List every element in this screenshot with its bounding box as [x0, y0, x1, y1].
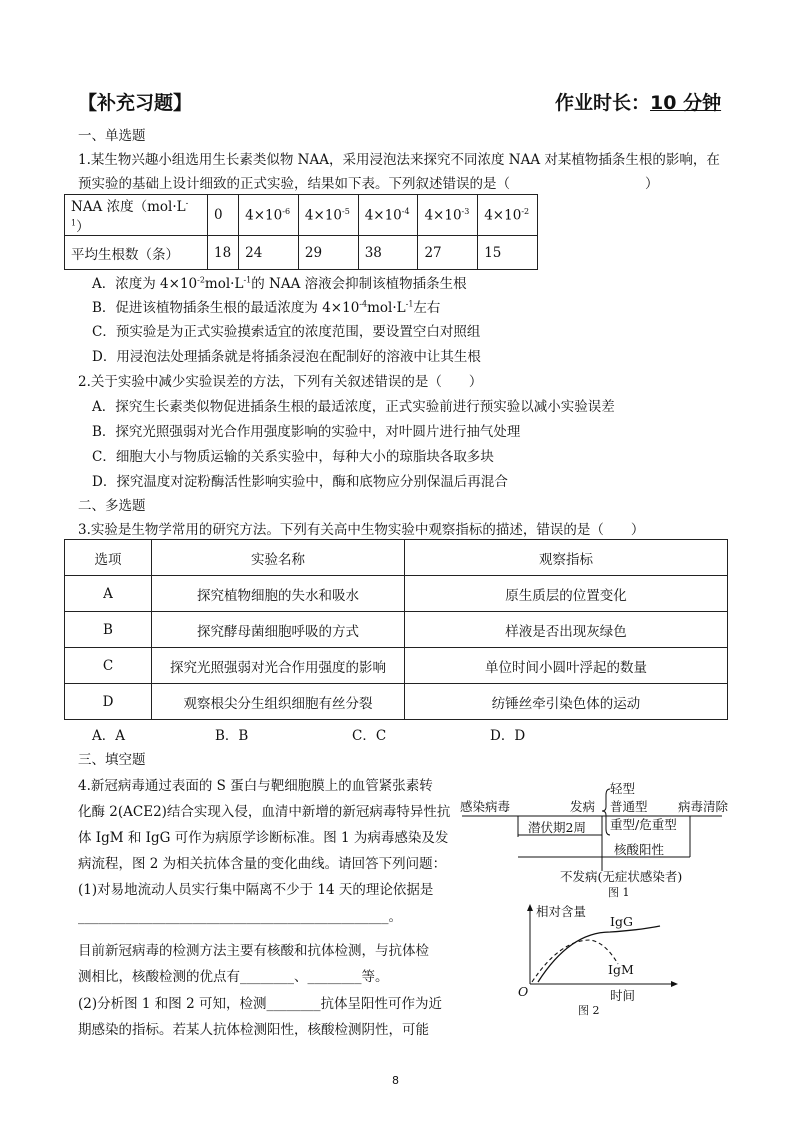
- fig1-no-onset: 不发病(无症状感染者): [560, 869, 683, 884]
- table-cell: $4\times 10^{-5}$: [298, 195, 358, 236]
- table-cell: 24: [239, 236, 299, 270]
- fig1-infect: 感染病毒: [460, 799, 511, 814]
- page-number: 8: [392, 1074, 399, 1087]
- table-cell: 单位时间小圆叶浮起的数量: [405, 648, 728, 684]
- q1-option-b: B．促进该植物插条生根的最适浓度为 $4\times 10^{-4}mol\cdot L^{-1}$左右: [92, 299, 441, 316]
- fig1-latency: 潜伏期2周: [528, 820, 586, 835]
- table-cell: 15: [478, 236, 538, 270]
- table-row: [65, 576, 728, 612]
- fig2-igm-label: IgM: [608, 962, 634, 977]
- table-cell: B: [65, 612, 152, 648]
- q2-stem: 2.关于实验中减少实验误差的方法，下列有关叙述错误的是（ ）: [78, 374, 483, 390]
- page-title: 【补充习题】: [78, 92, 193, 114]
- table-cell: 0: [208, 195, 239, 236]
- q4-line: 化酶 2(ACE2)结合实现入侵，血清中新增的新冠病毒特异性抗: [78, 804, 451, 820]
- table-cell: A: [65, 576, 152, 612]
- table-cell: $4\times 10^{-6}$: [239, 195, 299, 236]
- fig1-nucleic: 核酸阳性: [614, 842, 665, 857]
- duration-value: 10 分钟: [650, 92, 722, 114]
- table-row: [65, 612, 728, 648]
- table-cell: 27: [418, 236, 478, 270]
- section-multiple-choice: 二、多选题: [78, 498, 146, 514]
- table-cell: 38: [358, 236, 418, 270]
- q2-option-a: A．探究生长素类似物促进插条生根的最适浓度，正式实验前进行预实验以减小实验误差: [92, 399, 615, 415]
- table-cell: 探究光照强弱对光合作用强度的影响: [152, 648, 405, 684]
- q2-option-b: B．探究光照强弱对光合作用强度影响的实验中，对叶圆片进行抽气处理: [92, 424, 521, 440]
- q3-stem: 3.实验是生物学常用的研究方法。下列有关高中生物实验中观察指标的描述，错误的是（ ）: [78, 522, 645, 538]
- q4-line: (2)分析图 1 和图 2 可知，检测________抗体呈阳性可作为近: [78, 996, 442, 1012]
- table-cell: 探究植物细胞的失水和吸水: [152, 576, 405, 612]
- q3-choice-d: D．D: [490, 728, 526, 744]
- table-row: [65, 540, 728, 576]
- table-row: [65, 684, 728, 720]
- section-single-choice: 一、单选题: [78, 128, 146, 144]
- table-cell: 平均生根数（条）: [65, 236, 208, 270]
- q4-line: (1)对易地流动人员实行集中隔离不少于 14 天的理论依据是: [78, 882, 434, 898]
- table-cell: 原生质层的位置变化: [405, 576, 728, 612]
- table-cell: $4\times 10^{-2}$: [478, 195, 538, 236]
- table-cell: C: [65, 648, 152, 684]
- duration: [555, 88, 721, 115]
- table-cell: 29: [298, 236, 358, 270]
- q4-line: 病流程，图 2 为相关抗体含量的变化曲线。请回答下列问题：: [78, 856, 447, 872]
- q4-line: 体 IgM 和 IgG 可作为病原学诊断标准。图 1 为病毒感染及发: [78, 830, 449, 846]
- table-row: [65, 236, 538, 270]
- q1-table: [64, 194, 538, 270]
- fig1-mild: 轻型: [610, 781, 636, 796]
- q3-choice-c: C．C: [352, 728, 387, 744]
- q1-option-d: D．用浸泡法处理插条就是将插条浸泡在配制好的溶液中让其生根: [92, 349, 481, 365]
- fig1-clear: 病毒清除: [678, 799, 729, 814]
- table-cell: NAA 浓度$(mol\cdot L^{-1})$: [65, 195, 208, 236]
- q2-option-c: C．细胞大小与物质运输的关系实验中，每种大小的琼脂块各取多块: [92, 449, 494, 465]
- table-cell: 样液是否出现灰绿色: [405, 612, 728, 648]
- table-row: [65, 195, 538, 236]
- table-row: [65, 648, 728, 684]
- table-cell: 探究酵母菌细胞呼吸的方式: [152, 612, 405, 648]
- fig2-ylabel: 相对含量: [536, 904, 587, 919]
- figure-2: [510, 902, 690, 1022]
- table-cell: $4\times 10^{-3}$: [418, 195, 478, 236]
- q1-stem-line2: 预实验的基础上设计细致的正式实验，结果如下表。下列叙述错误的是（ ）: [78, 176, 659, 192]
- fig2-caption: 图 2: [578, 1004, 600, 1017]
- q3-table: [64, 539, 728, 720]
- q3-choice-a: A．A: [92, 728, 125, 744]
- q4-line: 测相比，核酸检测的优点有________、________等。: [78, 969, 389, 985]
- q4-line: 目前新冠病毒的检测方法主要有核酸和抗体检测，与抗体检: [78, 943, 429, 959]
- q2-option-d: D．探究温度对淀粉酶活性影响实验中，酶和底物应分别保温后再混合: [92, 474, 508, 490]
- table-cell: D: [65, 684, 152, 720]
- fig1-normal: 普通型: [610, 799, 648, 814]
- section-fill-blank: 三、填空题: [78, 752, 146, 768]
- table-header: 实验名称: [152, 540, 405, 576]
- table-cell: $4\times 10^{-4}$: [358, 195, 418, 236]
- q4-line: 期感染的指标。若某人抗体检测阳性，核酸检测阴性，可能: [78, 1022, 429, 1038]
- fig2-igg-label: IgG: [610, 914, 633, 929]
- fig2-origin: O: [518, 984, 529, 999]
- fig1-severe: 重型/危重型: [610, 817, 677, 832]
- q4-line: 4.新冠病毒通过表面的 S 蛋白与靶细胞膜上的血管紧张素转: [78, 778, 433, 794]
- q4-line: ______________________________________________。: [78, 909, 402, 925]
- q3-choice-b: B．B: [215, 728, 249, 744]
- q1-stem-line1: 1.某生物兴趣小组选用生长素类似物 NAA，采用浸泡法来探究不同浓度 NAA 对某植物插条生根的影响，在: [78, 152, 720, 168]
- table-header: 观察指标: [405, 540, 728, 576]
- table-cell: 观察根尖分生组织细胞有丝分裂: [152, 684, 405, 720]
- table-cell: 纺锤丝牵引染色体的运动: [405, 684, 728, 720]
- q1-option-a: A．浓度为 $4\times 10^{-2}mol\cdot L^{-1}$的 NAA 溶液会抑制该植物插条生根: [92, 275, 467, 292]
- figure-1: [460, 781, 730, 905]
- q1-option-c: C．预实验是为正式实验摸索适宜的浓度范围，要设置空白对照组: [92, 324, 481, 340]
- duration-label: 作业时长：: [555, 92, 651, 114]
- table-header: 选项: [65, 540, 152, 576]
- fig2-xlabel: 时间: [610, 988, 636, 1003]
- fig1-onset: 发病: [570, 799, 596, 814]
- table-cell: 18: [208, 236, 239, 270]
- fig1-caption: 图 1: [608, 886, 630, 899]
